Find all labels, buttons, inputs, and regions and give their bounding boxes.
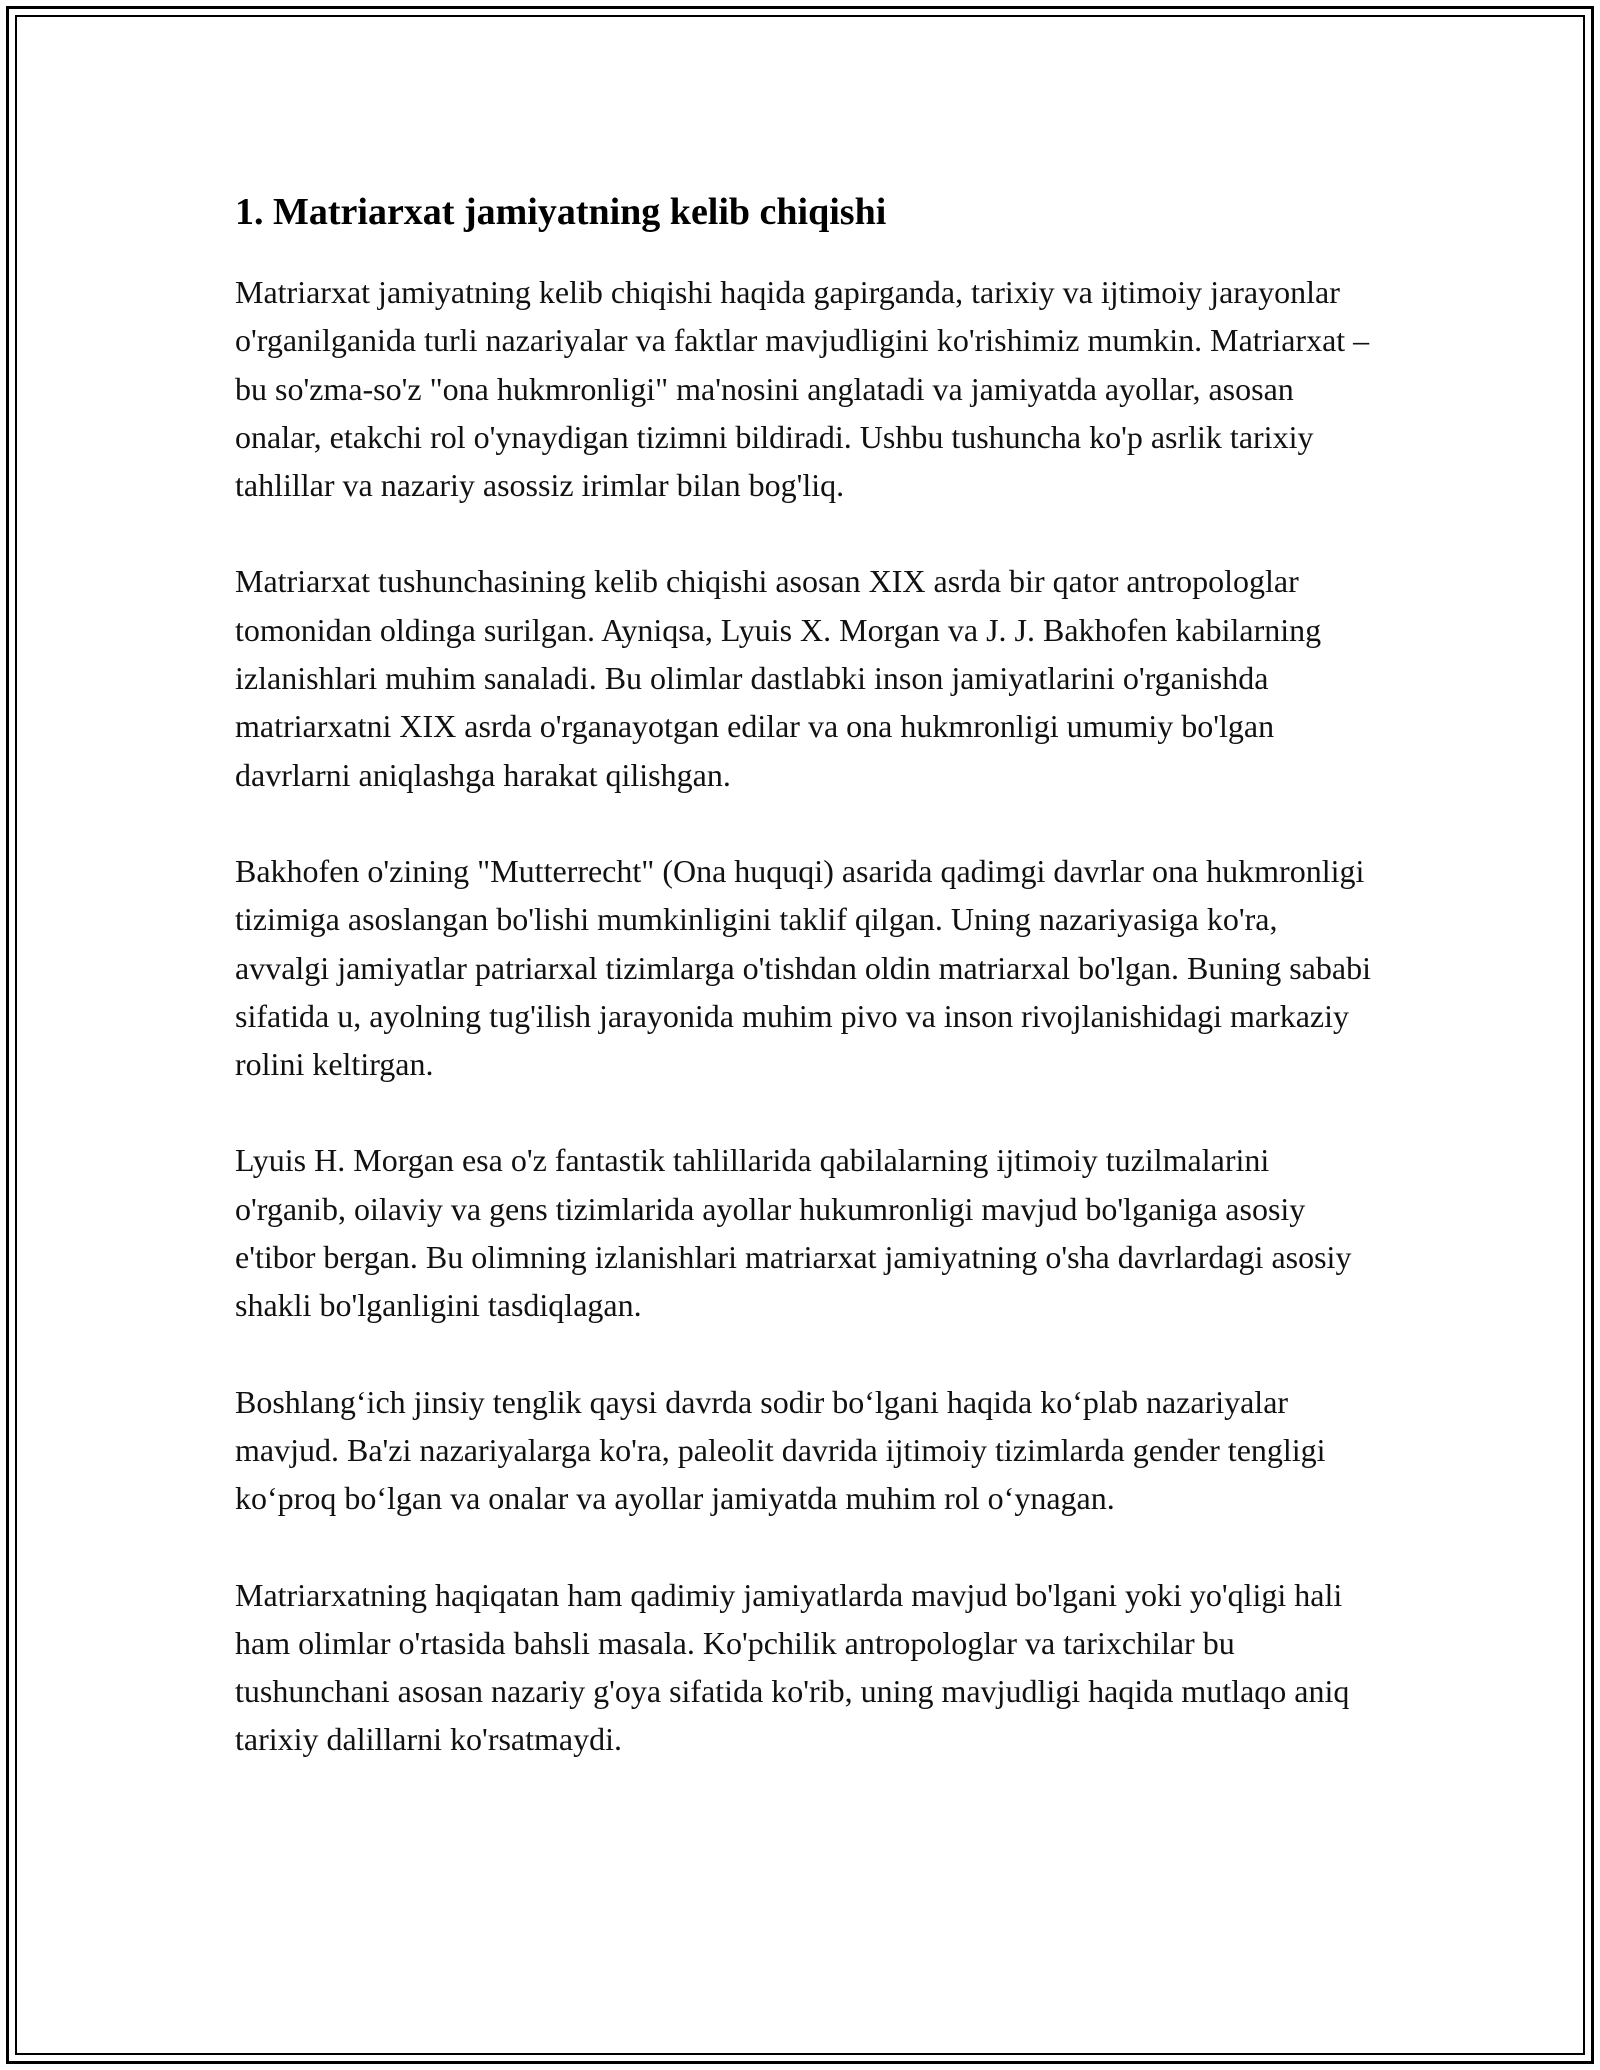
paragraph-4: Lyuis H. Morgan esa o'z fantastik tahlillarida qabilalarning ijtimoiy tuzilmalarini o'rganib, oilaviy va gens tizimlarida ayollar hukumronligi mavjud bo'lganiga asosiy e'tibor bergan. Bu olimning izlanishlari matriarxat jamiyatning o'sha davrlardagi asosiy shakli bo'lganligini tasdiqlagan. xyxy=(235,1142,1352,1324)
paragraph-5: Boshlang‘ich jinsiy tenglik qaysi davrda sodir bo‘lgani haqida ko‘plab nazariyalar mavjud. Ba'zi nazariyalarga ko'ra, paleolit davrida ijtimoiy tizimlarda gender tengligi ko‘proq bo‘lgan va onalar va ayollar jamiyatda muhim rol o‘ynagan. xyxy=(235,1383,1326,1517)
document-body xyxy=(235,186,1375,1812)
paragraph-2: Matriarxat tushunchasining kelib chiqishi asosan XIX asrda bir qator antropologlar tomonidan oldinga surilgan. Ayniqsa, Lyuis X. Morgan va J. J. Bakhofen kabilarning izlanishlari muhim sanaladi. Bu olimlar dastlabki inson jamiyatlarini o'rganishda matriarxatni XIX asrda o'rganayotgan edilar va ona hukmronligi umumiy bo'lgan davrlarni aniqlashga harakat qilishgan. xyxy=(235,563,1322,793)
paragraph-6: Matriarxatning haqiqatan ham qadimiy jamiyatlarda mavjud bo'lgani yoki yo'qligi hali ham olimlar o'rtasida bahsli masala. Ko'pchilik antropologlar va tarixchilar bu tushunchani asosan nazariy g'oya sifatida ko'rib, uning mavjudligi haqida mutlaqo aniq tarixiy dalillarni ko'rsatmaydi. xyxy=(235,1576,1350,1758)
paragraph-1: Matriarxat jamiyatning kelib chiqishi haqida gapirganda, tarixiy va ijtimoiy jarayonlar o'rganilganida turli nazariyalar va faktlar mavjudligini ko'rishimiz mumkin. Matriarxat – bu so'zma-so'z "ona hukmronligi" ma'nosini anglatadi va jamiyatda ayollar, asosan onalar, etakchi rol o'ynaydigan tizimni bildiradi. Ushbu tushuncha ko'p asrlik tarixiy tahlillar va nazariy asossiz irimlar bilan bog'liq. xyxy=(235,274,1370,504)
paragraph-3: Bakhofen o'zining "Mutterrecht" (Ona huquqi) asarida qadimgi davrlar ona hukmronligi tizimiga asoslangan bo'lishi mumkinligini taklif qilgan. Uning nazariyasiga ko'ra, avvalgi jamiyatlar patriarxal tizimlarga o'tishdan oldin matriarxal bo'lgan. Buning sababi sifatida u, ayolning tug'ilish jarayonida muhim pivo va inson rivojlanishidagi markaziy rolini keltirgan. xyxy=(235,852,1371,1083)
section-heading: 1. Matriarxat jamiyatning kelib chiqishi xyxy=(235,191,887,233)
